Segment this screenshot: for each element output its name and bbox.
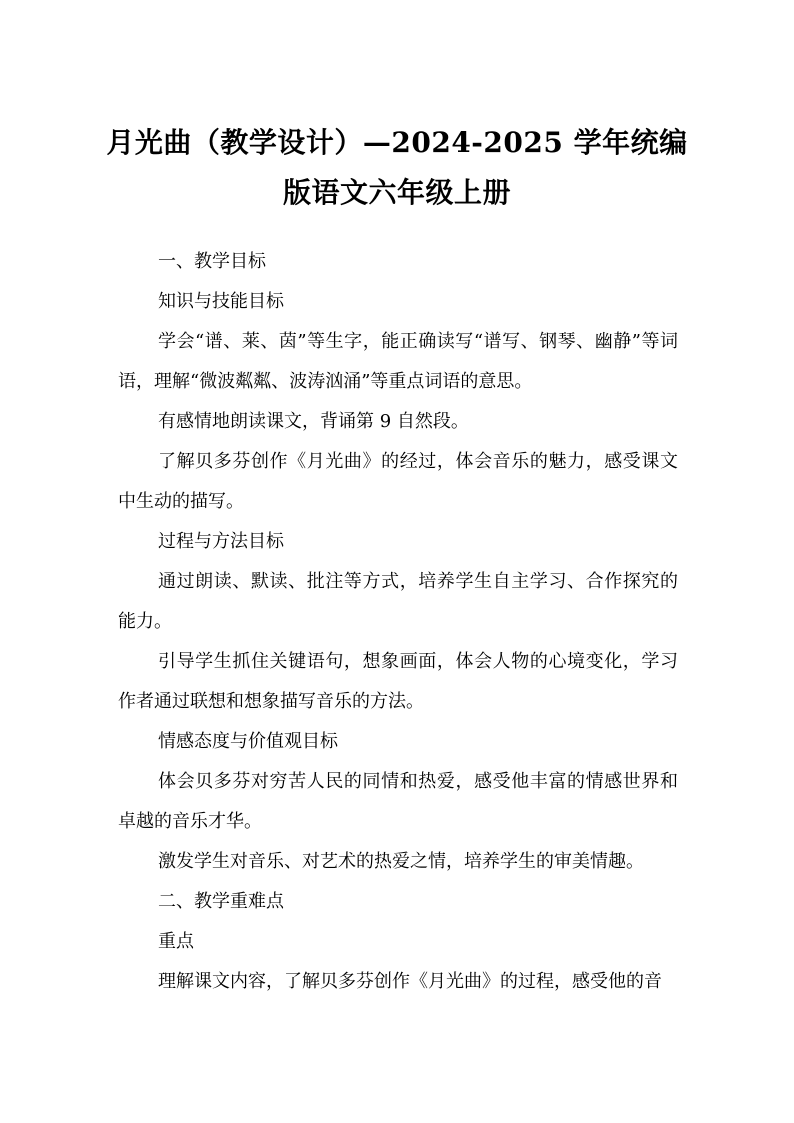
section-heading-key-points: 二、教学重难点 (158, 891, 284, 912)
paragraph: 了解贝多芬创作《月光曲》的经过，体会音乐的魅力，感受课文中生动的描写。 (118, 451, 678, 512)
document-title-line-1: 月光曲（教学设计）—2024-2025 学年统编 (106, 126, 688, 159)
paragraph: 激发学生对音乐、对艺术的热爱之情，培养学生的审美情趣。 (158, 851, 644, 872)
subheading-knowledge-skills: 知识与技能目标 (158, 291, 284, 312)
subheading-process-methods: 过程与方法目标 (158, 531, 284, 552)
paragraph: 通过朗读、默读、批注等方式，培养学生自主学习、合作探究的能力。 (118, 571, 678, 632)
paragraph: 有感情地朗读课文，背诵第 9 自然段。 (158, 411, 469, 432)
paragraph: 学会“谱、莱、茵”等生字，能正确读写“谱写、钢琴、幽静”等词语，理解“微波粼粼、波涛汹涌”等重点词语的意思。 (118, 331, 678, 392)
subheading-emotion-values: 情感态度与价值观目标 (158, 731, 338, 752)
section-heading-objectives: 一、教学目标 (158, 251, 266, 272)
document-body (118, 242, 678, 1002)
subheading-key-point: 重点 (158, 931, 194, 952)
document-title-line-2: 版语文六年级上册 (282, 176, 511, 209)
paragraph: 引导学生抓住关键语句，想象画面，体会人物的心境变化，学习作者通过联想和想象描写音乐的方法。 (118, 651, 678, 712)
paragraph: 体会贝多芬对穷苦人民的同情和热爱，感受他丰富的情感世界和卓越的音乐才华。 (118, 771, 678, 832)
paragraph: 理解课文内容，了解贝多芬创作《月光曲》的过程，感受他的音 (158, 971, 662, 992)
